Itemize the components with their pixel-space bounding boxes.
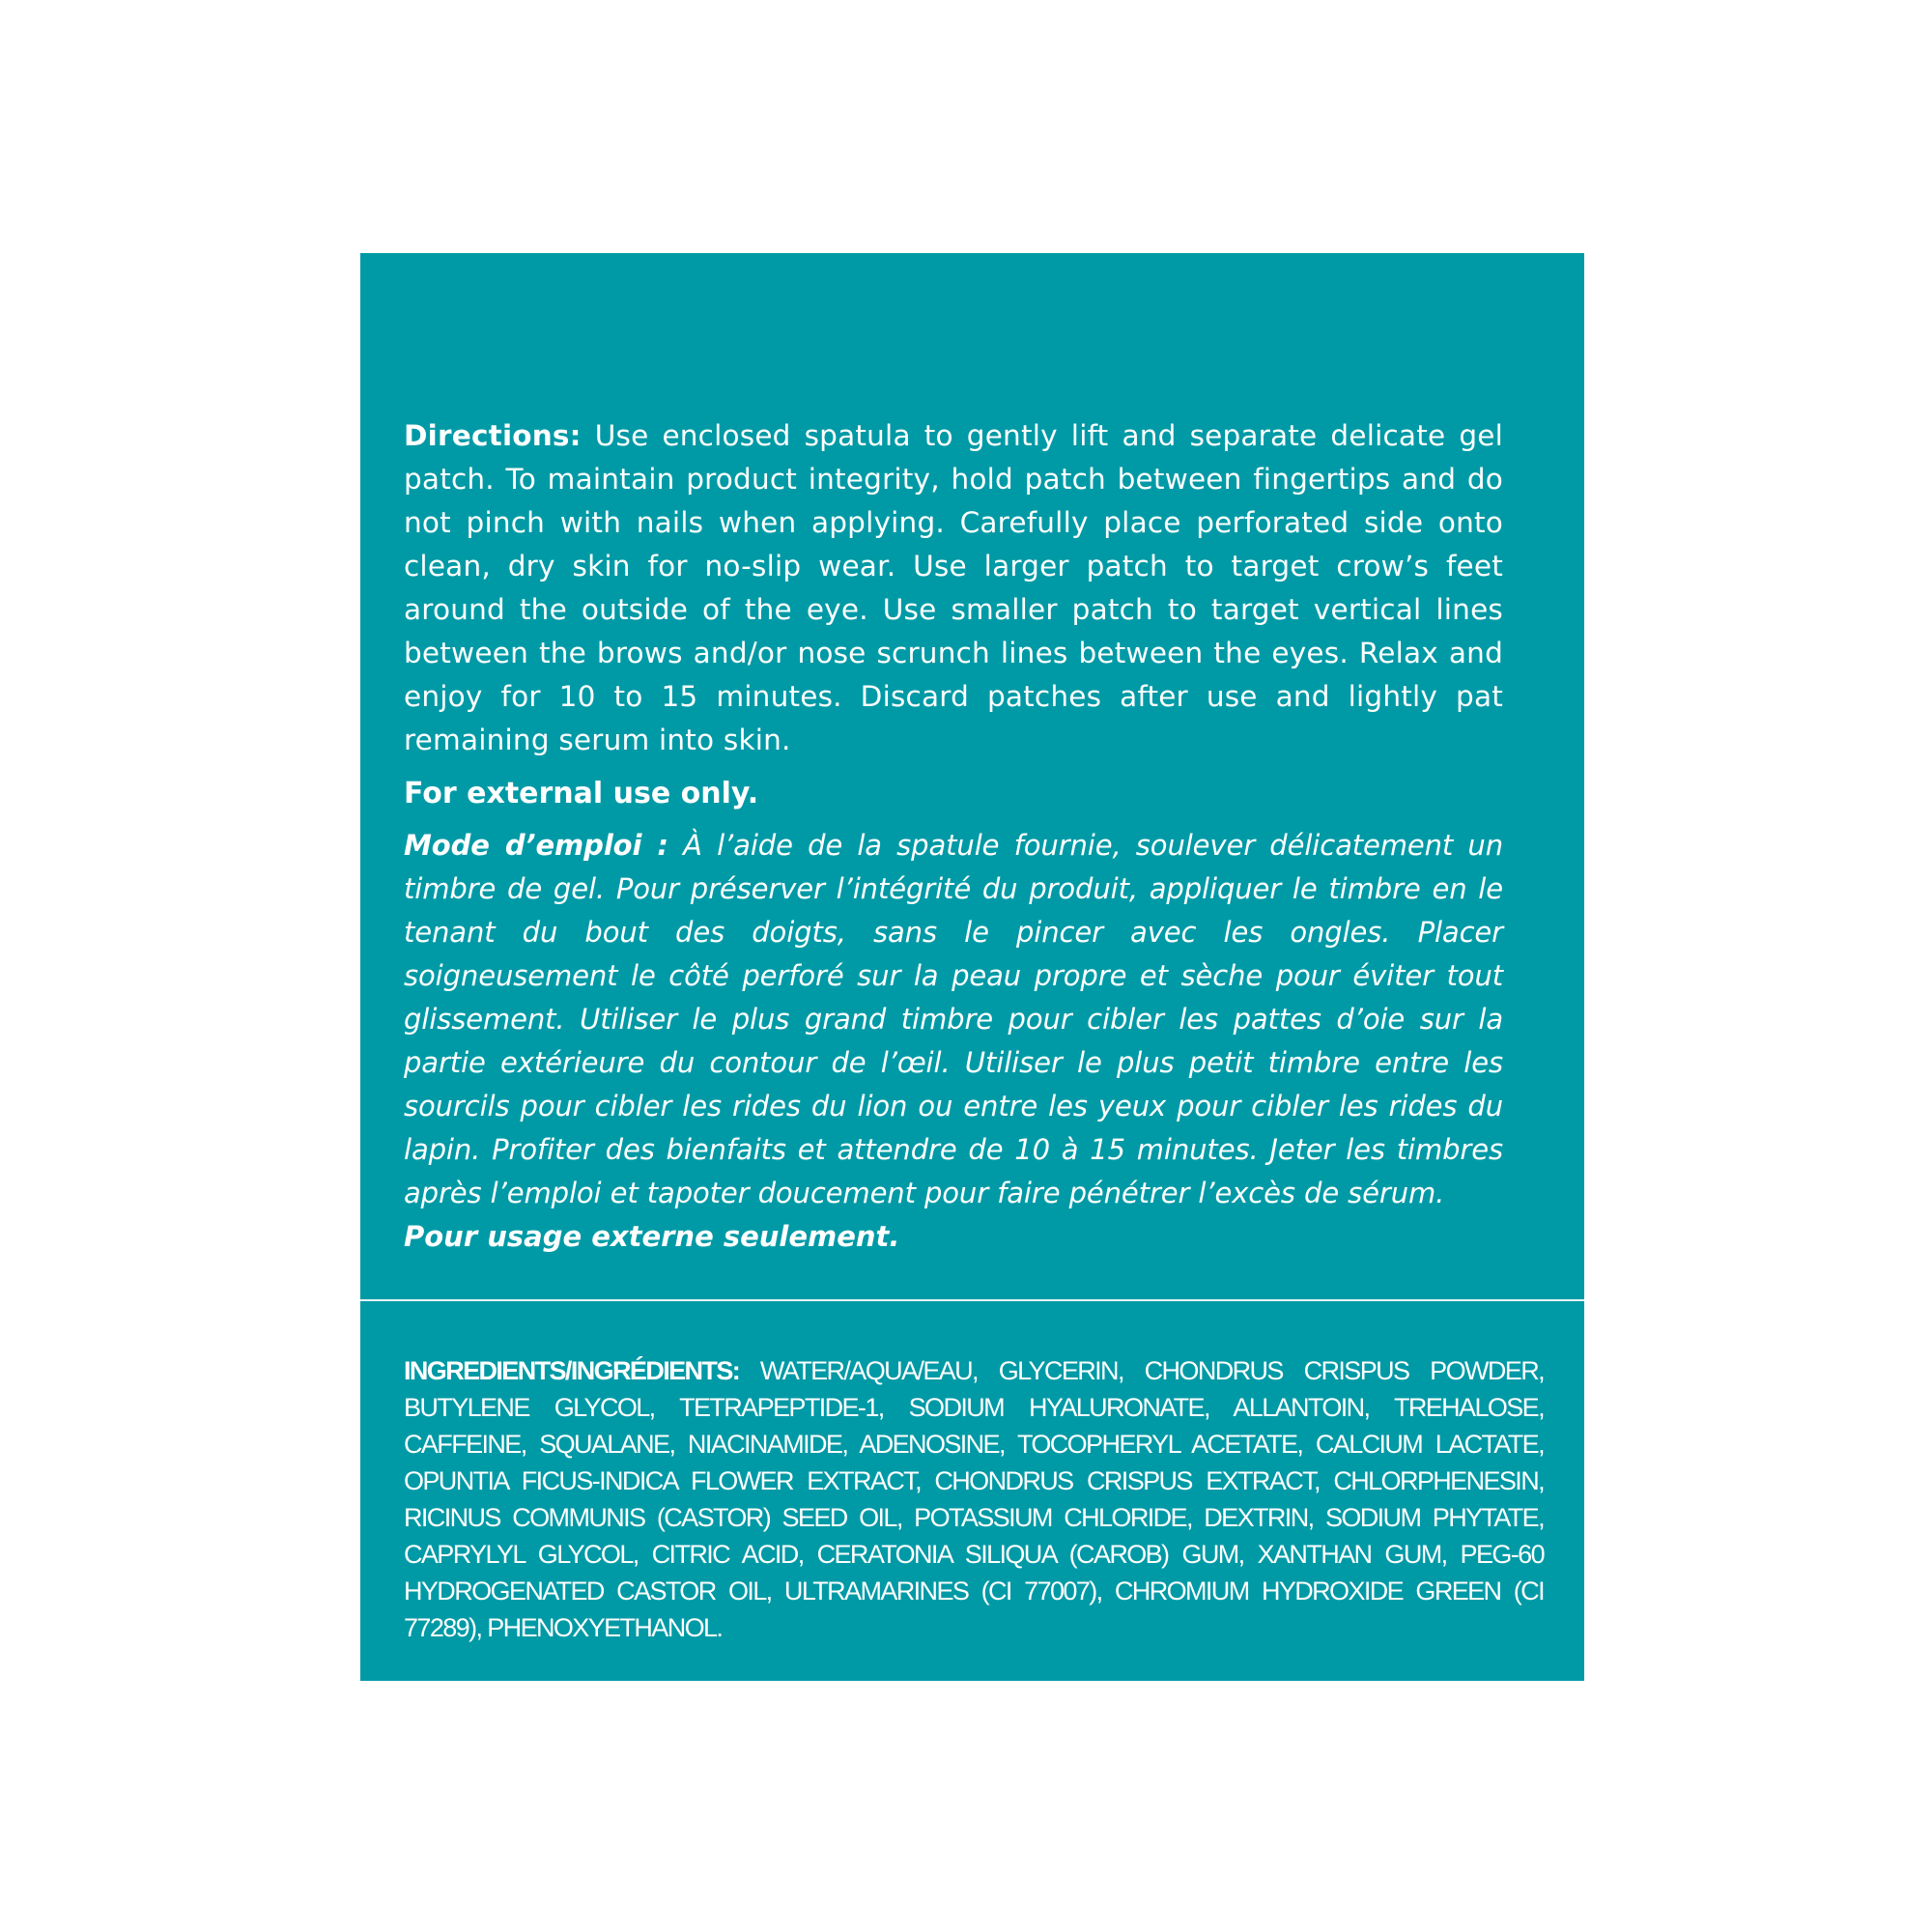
- mode-emploi-text: À l’aide de la spatule fournie, soulever délicatement un timbre de gel. Pour préserver l’intégrité du produit, appliquer le timbre en le tenant du bout des doigts, sans le pincer avec les ongles. Placer soigneusement le côté perforé sur la peau propre et sèche pour éviter tout glissement. Utiliser le plus grand timbre pour cibler les pattes d’oie sur la partie extérieure du contour de l’œil. Utiliser le plus petit timbre entre les sourcils pour cibler les rides du lion ou entre les yeux pour cibler les rides du lapin. Profiter des bienfaits et attendre de 10 à 15 minutes. Jeter les timbres après l’emploi et tapoter doucement pour faire pénétrer l’excès de sérum.: [404, 829, 1503, 1209]
- directions-label: Directions:: [404, 419, 582, 452]
- ingredients-text: WATER/AQUA/EAU, GLYCERIN, CHONDRUS CRISPUS POWDER, BUTYLENE GLYCOL, TETRAPEPTIDE-1, SODIUM HYALURONATE, ALLANTOIN, TREHALOSE, CAFFEINE, SQUALANE, NIACINAMIDE, ADENOSINE, TOCOPHERYL ACETATE, CALCIUM LACTATE, OPUNTIA FICUS-INDICA FLOWER EXTRACT, CHONDRUS CRISPUS EXTRACT, CHLORPHENESIN, RICINUS COMMUNIS (CASTOR) SEED OIL, POTASSIUM CHLORIDE, DEXTRIN, SODIUM PHYTATE, CAPRYLYL GLYCOL, CITRIC ACID, CERATONIA SILIQUA (CAROB) GUM, XANTHAN GUM, PEG-60 HYDROGENATED CASTOR OIL, ULTRAMARINES (CI 77007), CHROMIUM HYDROXIDE GREEN (CI 77289), PHENOXYETHANOL.: [404, 1356, 1544, 1642]
- label-panel: [360, 253, 1584, 1681]
- mode-emploi-label: Mode d’emploi :: [404, 829, 668, 862]
- section-divider: [360, 1299, 1584, 1301]
- english-directions: [404, 414, 1503, 762]
- ingredients-list: [404, 1352, 1544, 1646]
- french-warning: Pour usage externe seulement.: [404, 1220, 900, 1253]
- ingredients-label: INGREDIENTS/INGRÉDIENTS:: [404, 1356, 740, 1385]
- directions-text: Use enclosed spatula to gently lift and separate delicate gel patch. To maintain product integrity, hold patch between fingertips and do not pinch with nails when applying. Carefully place perforated side onto clean, dry skin for no-slip wear. Use larger patch to target crow’s feet around the outside of the eye. Use smaller patch to target vertical lines between the brows and/or nose scrunch lines between the eyes. Relax and enjoy for 10 to 15 minutes. Discard patches after use and lightly pat remaining serum into skin.: [404, 419, 1503, 756]
- french-directions: [404, 824, 1503, 1215]
- directions-block: [404, 414, 1503, 1259]
- english-warning: For external use only.: [404, 777, 759, 810]
